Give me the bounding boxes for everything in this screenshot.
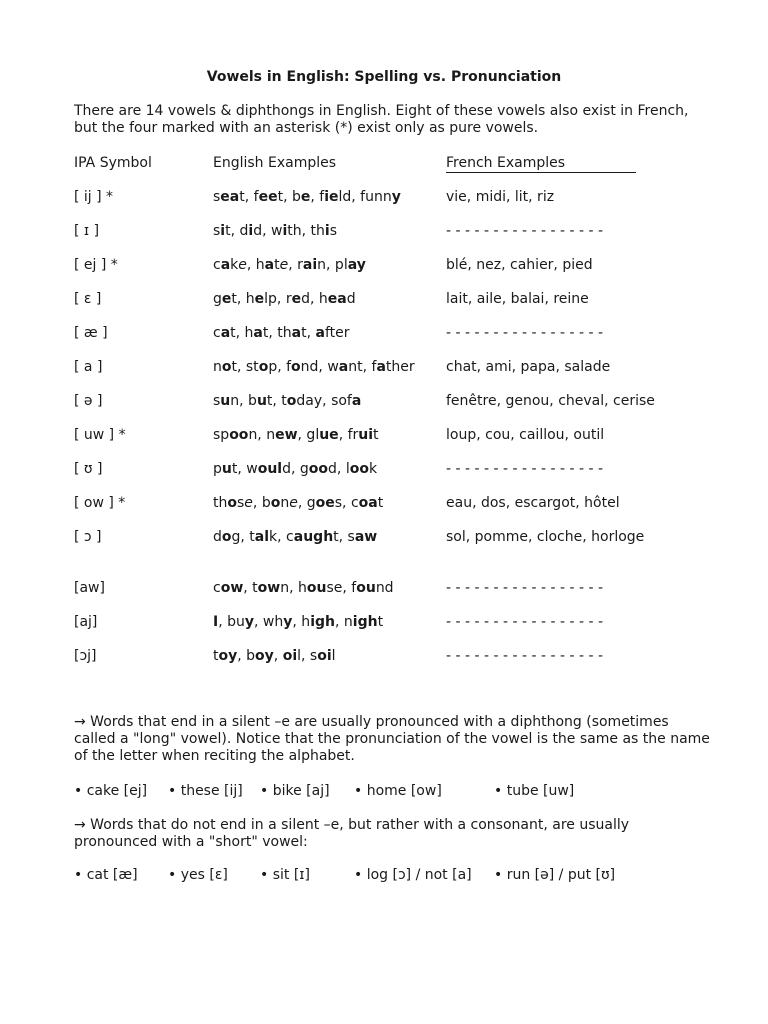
table-row [0,257,768,277]
french-examples: - - - - - - - - - - - - - - - - - [446,648,604,664]
english-examples: cat, hat, that, after [213,325,350,341]
english-examples: get, help, red, head [213,291,356,307]
bullet-item: • bike [aj] [260,783,330,799]
ipa-symbol: [ uw ] * [74,427,126,443]
ipa-symbol: [ ɪ ] [74,223,100,239]
bullet-item: • these [ij] [168,783,243,799]
table-row [0,648,768,668]
french-examples: chat, ami, papa, salade [446,359,611,375]
english-examples: dog, talk, caught, saw [213,529,378,545]
english-examples: cake, hate, rain, play [213,257,366,273]
english-examples: toy, boy, oil, soil [213,648,336,664]
table-row [0,495,768,515]
bullet-item: • tube [uw] [494,783,575,799]
note-silent-e: → Words that end in a silent –e are usually pronounced with a diphthong (sometimes called a "long" vowel). Notice that the pronunciation of the vowel is the same as the name of the letter when reciting the alphabet. [74,714,710,764]
bullet-item: • yes [ɛ] [168,867,228,883]
english-examples: spoon, new, glue, fruit [213,427,379,443]
french-examples: - - - - - - - - - - - - - - - - - [446,223,604,239]
english-examples: seat, feet, be, field, funny [213,189,401,205]
table-row [0,223,768,243]
bullet-item: • run [ə] / put [ʊ] [494,867,616,883]
bullet-item: • cat [æ] [74,867,138,883]
ipa-symbol: [ ow ] * [74,495,126,511]
english-examples: cow, town, house, found [213,580,394,596]
ipa-symbol: [ɔj] [74,648,97,664]
header-english-examples: English Examples [213,155,337,171]
english-examples: sun, but, today, sofa [213,393,362,409]
bullet-item: • cake [ej] [74,783,148,799]
ipa-symbol: [ a ] [74,359,103,375]
ipa-symbol: [ ɛ ] [74,291,102,307]
french-examples: vie, midi, lit, riz [446,189,555,205]
table-row [0,325,768,345]
english-examples: put, would, good, look [213,461,378,477]
ipa-symbol: [ ɔ ] [74,529,102,545]
french-examples: sol, pomme, cloche, horloge [446,529,645,545]
note-consonant-ending: → Words that do not end in a silent –e, but rather with a consonant, are usually pronounced with a "short" vowel: [74,817,630,850]
english-examples: not, stop, fond, want, father [213,359,415,375]
bullet-list-long-vowels [0,783,768,803]
table-row [0,393,768,413]
french-examples: - - - - - - - - - - - - - - - - - [446,325,604,341]
table-row [0,427,768,447]
ipa-symbol: [ ə ] [74,393,103,409]
english-examples: I, buy, why, high, night [213,614,384,630]
table-row [0,291,768,311]
english-examples: sit, did, with, this [213,223,337,239]
table-row [0,189,768,209]
table-row [0,529,768,549]
french-examples: lait, aile, balai, reine [446,291,589,307]
bullet-item: • sit [ɪ] [260,867,310,883]
french-examples: - - - - - - - - - - - - - - - - - [446,580,604,596]
header-ipa-symbol: IPA Symbol [74,155,152,171]
bullet-item: • home [ow] [354,783,442,799]
table-row [0,461,768,481]
french-examples: eau, dos, escargot, hôtel [446,495,620,511]
ipa-symbol: [aj] [74,614,98,630]
french-examples: loup, cou, caillou, outil [446,427,605,443]
table-row [0,580,768,600]
french-examples: - - - - - - - - - - - - - - - - - [446,461,604,477]
header-french-examples: French Examples [446,155,636,173]
ipa-symbol: [aw] [74,580,105,596]
table-row [0,359,768,379]
french-examples: fenêtre, genou, cheval, cerise [446,393,655,409]
ipa-symbol: [ ij ] * [74,189,114,205]
french-examples: - - - - - - - - - - - - - - - - - [446,614,604,630]
table-row [0,614,768,634]
french-examples: blé, nez, cahier, pied [446,257,593,273]
ipa-symbol: [ æ ] [74,325,108,341]
ipa-symbol: [ ej ] * [74,257,118,273]
intro-paragraph: There are 14 vowels & diphthongs in English. Eight of these vowels also exist in French, but the four marked with an asterisk (*) exist only as pure vowels. [74,103,689,136]
ipa-symbol: [ ʊ ] [74,461,103,477]
bullet-list-short-vowels [0,867,768,887]
english-examples: those, bone, goes, coat [213,495,384,511]
page-title: Vowels in English: Spelling vs. Pronunciation [206,69,562,85]
bullet-item: • log [ɔ] / not [a] [354,867,472,883]
